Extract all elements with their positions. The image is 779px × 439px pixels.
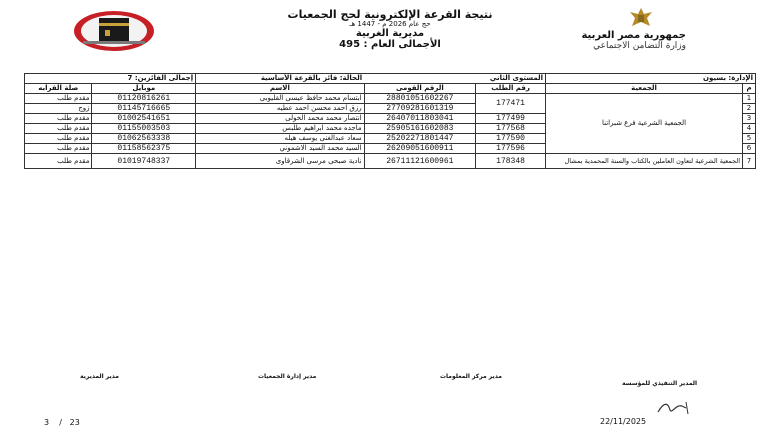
level-label: المستوى الثاني bbox=[489, 74, 544, 82]
national-id: 26711121600961 bbox=[364, 154, 475, 169]
request-no: 177471 bbox=[476, 94, 546, 114]
row-index: 4 bbox=[743, 124, 756, 134]
directorate-name: مديرية الغربية bbox=[355, 28, 425, 39]
page-total: 23 bbox=[69, 418, 80, 427]
table-row bbox=[25, 94, 756, 104]
page-title: نتيجة القرعة الإلكترونية لحج الجمعيات bbox=[287, 8, 493, 21]
grand-total-value: 495 bbox=[339, 39, 361, 50]
signature-associations: مدير إدارة الجمعيات bbox=[258, 373, 317, 380]
national-id: 27709281601319 bbox=[364, 104, 475, 114]
association-cell: الجمعية الشرعية فرع شبراتنا bbox=[546, 94, 743, 154]
col-index: م bbox=[743, 84, 756, 94]
signature-info-center: مدير مركز المعلومات bbox=[440, 373, 502, 380]
table-row bbox=[25, 154, 756, 169]
season-line: حج عام 2026 م - 1447 هـ bbox=[349, 20, 431, 28]
row-index: 7 bbox=[743, 154, 756, 169]
person-name: سعاد عبدالغنى يوسف هيله bbox=[196, 134, 364, 144]
info-row bbox=[25, 74, 756, 84]
relation: مقدم طلب bbox=[25, 144, 92, 154]
row-index: 3 bbox=[743, 114, 756, 124]
mobile: 01155003503 bbox=[92, 124, 196, 134]
col-name: الاسم bbox=[196, 84, 364, 94]
request-no: 177596 bbox=[476, 144, 546, 154]
relation: مقدم طلب bbox=[25, 114, 92, 124]
kaaba-logo bbox=[68, 8, 160, 54]
row-index: 1 bbox=[743, 94, 756, 104]
row-index: 6 bbox=[743, 144, 756, 154]
mobile: 01019748337 bbox=[92, 154, 196, 169]
person-name: ماجده محمد ابراهيم طلبس bbox=[196, 124, 364, 134]
winners-label: إجمالى الفائزين: bbox=[134, 74, 194, 82]
winners-value: 7 bbox=[127, 74, 133, 82]
row-index: 5 bbox=[743, 134, 756, 144]
level-cell bbox=[364, 74, 545, 84]
handwritten-signature-icon bbox=[656, 398, 696, 416]
admin-label: الإدارة: bbox=[728, 74, 753, 82]
person-name: انتصار محمد محمد الخولى bbox=[196, 114, 364, 124]
mobile: 01145716665 bbox=[92, 104, 196, 114]
association-cell: الجمعية الشرعية لتعاون العاملين بالكتاب والسنة المحمدية بمشال bbox=[546, 154, 743, 169]
col-mobile: موبايل bbox=[92, 84, 196, 94]
national-id: 25905161602083 bbox=[364, 124, 475, 134]
relation: مقدم طلب bbox=[25, 94, 92, 104]
national-id: 26209051600911 bbox=[364, 144, 475, 154]
col-relation: صلة القرابه bbox=[25, 84, 92, 94]
mobile: 01002541651 bbox=[92, 114, 196, 124]
grand-total-label: الأجمالى العام : bbox=[363, 39, 441, 50]
page-separator: / bbox=[59, 418, 62, 427]
status-label: الحالة: bbox=[339, 74, 363, 82]
status-value: فائز بالقرعة الأساسية bbox=[260, 74, 338, 82]
national-id: 26407011803041 bbox=[364, 114, 475, 124]
request-no: 178348 bbox=[476, 154, 546, 169]
relation: مقدم طلب bbox=[25, 154, 92, 169]
republic-name: جمهورية مصر العربية bbox=[581, 30, 686, 41]
national-id: 25202271801447 bbox=[364, 134, 475, 144]
person-name: نادية صبحى مرسى الشرقاوى bbox=[196, 154, 364, 169]
ministry-name: وزارة التضامن الاجتماعي bbox=[593, 41, 686, 51]
mobile: 01062563338 bbox=[92, 134, 196, 144]
relation: مقدم طلب bbox=[25, 124, 92, 134]
winners-cell bbox=[25, 74, 196, 84]
person-name: رزق احمد محسن احمد عطيه bbox=[196, 104, 364, 114]
col-request-no: رقم الطلب bbox=[476, 84, 546, 94]
status-cell bbox=[196, 74, 364, 84]
page-indicator bbox=[44, 418, 80, 427]
header-row bbox=[25, 84, 756, 94]
admin-value: بسيون bbox=[703, 74, 726, 82]
admin-cell bbox=[546, 74, 756, 84]
mobile: 01120816261 bbox=[92, 94, 196, 104]
col-national-id: الرقم القومى bbox=[364, 84, 475, 94]
row-index: 2 bbox=[743, 104, 756, 114]
relation: زوج bbox=[25, 104, 92, 114]
eagle-emblem-icon bbox=[628, 6, 654, 30]
person-name: السيد محمد السيد الاشموني bbox=[196, 144, 364, 154]
signature-directorate: مدير المديرية bbox=[80, 373, 119, 380]
signature-executive: المدير التنفيذي للمؤسسة bbox=[622, 380, 698, 387]
col-association: الجمعية bbox=[546, 84, 743, 94]
page-current: 3 bbox=[44, 418, 50, 427]
national-id: 28801051602267 bbox=[364, 94, 475, 104]
request-no: 177568 bbox=[476, 124, 546, 134]
person-name: ابتسام محمد حافظ عيسى القليوبى bbox=[196, 94, 364, 104]
request-no: 177590 bbox=[476, 134, 546, 144]
mobile: 01158562375 bbox=[92, 144, 196, 154]
republic-emblem-block bbox=[581, 6, 686, 58]
relation: مقدم طلب bbox=[25, 134, 92, 144]
grand-total bbox=[230, 39, 550, 50]
results-table bbox=[24, 73, 756, 169]
print-date: 22/11/2025 bbox=[600, 417, 647, 426]
request-no: 177499 bbox=[476, 114, 546, 124]
